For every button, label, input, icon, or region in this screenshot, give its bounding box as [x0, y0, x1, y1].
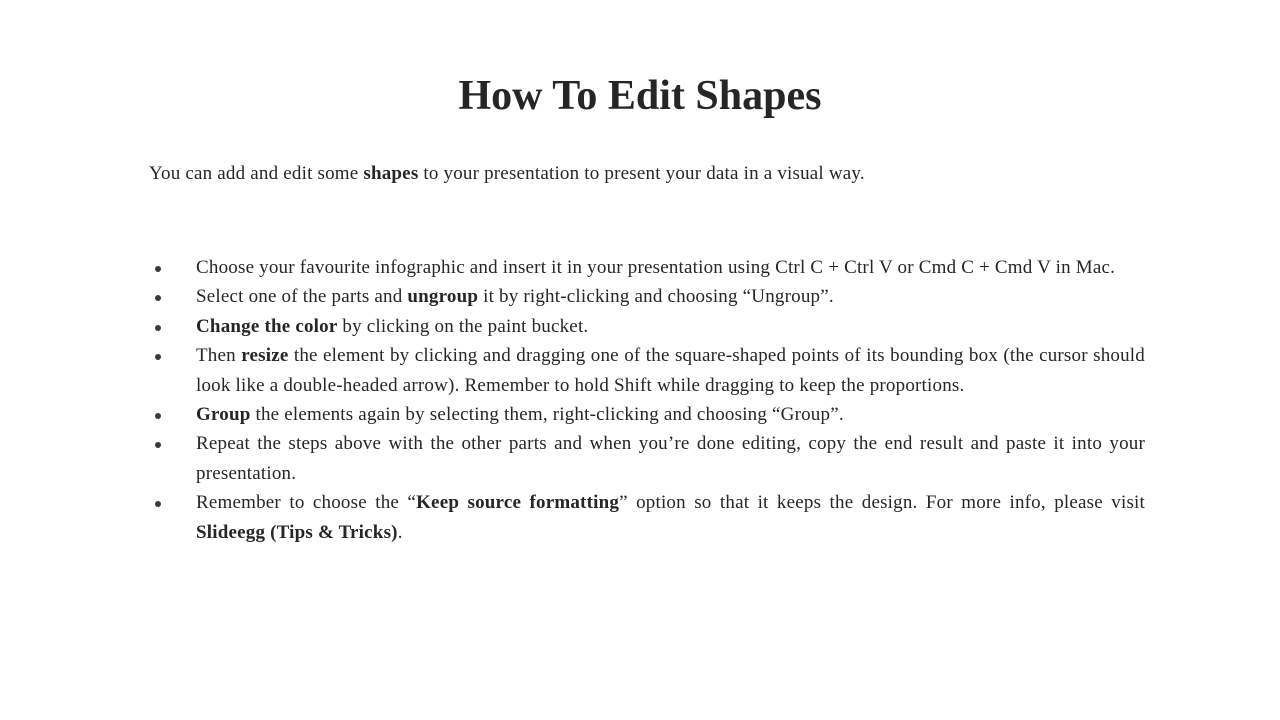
intro-bold-text: shapes — [363, 163, 419, 184]
intro-text-end: to your presentation to present your data in a visual way. — [418, 163, 865, 184]
bullet-icon — [155, 354, 161, 360]
page-title: How To Edit Shapes — [458, 73, 822, 119]
list-item-text: by clicking on the paint bucket. — [337, 315, 589, 337]
list-item — [149, 282, 1145, 311]
list-item-text: . — [397, 521, 403, 543]
list-item-bold-text: resize — [241, 345, 289, 367]
list-item-text: it by right-clicking and choosing “Ungroup”. — [478, 286, 834, 308]
bullet-icon — [155, 266, 161, 272]
list-item — [149, 400, 1145, 429]
bullet-icon — [155, 325, 161, 331]
list-item-text: Select one of the parts and — [196, 286, 408, 308]
list-item-bold-text: ungroup — [407, 286, 479, 308]
intro-paragraph — [149, 160, 1149, 188]
list-item — [149, 253, 1145, 282]
list-item-text: Remember to choose the “ — [196, 492, 417, 514]
list-item-bold-text: Keep source formatting — [416, 492, 620, 514]
list-item — [149, 488, 1145, 547]
list-item-bold-text: Change the color — [196, 315, 338, 337]
intro-text: You can add and edit some — [149, 163, 364, 184]
bullet-icon — [155, 501, 161, 507]
list-item-text: the element by clicking and dragging one of the square-shaped points of its bounding box (the cursor should look like a double-headed arrow). Remember to hold Shift while dragging to keep the proportions. — [196, 345, 1145, 396]
bullet-icon — [155, 442, 161, 448]
list-item — [149, 312, 1145, 341]
bullet-icon — [155, 295, 161, 301]
steps-list — [149, 253, 1145, 547]
list-item — [149, 341, 1145, 400]
list-item-text: the elements again by selecting them, right-clicking and choosing “Group”. — [250, 404, 844, 426]
list-item-text: Repeat the steps above with the other parts and when you’re done editing, copy the end result and paste it into your presentation. — [196, 433, 1145, 484]
list-item-text: Then — [196, 345, 242, 367]
list-item-text: Choose your favourite infographic and insert it in your presentation using Ctrl C + Ctrl V or Cmd C + Cmd V in Mac. — [196, 257, 1116, 278]
bullet-icon — [155, 413, 161, 419]
slideegg-link-text: Slideegg (Tips & Tricks) — [196, 521, 398, 543]
list-item — [149, 429, 1145, 488]
list-item-bold-text: Group — [196, 404, 251, 426]
list-item-text: ” option so that it keeps the design. For more info, please visit — [619, 492, 1145, 514]
